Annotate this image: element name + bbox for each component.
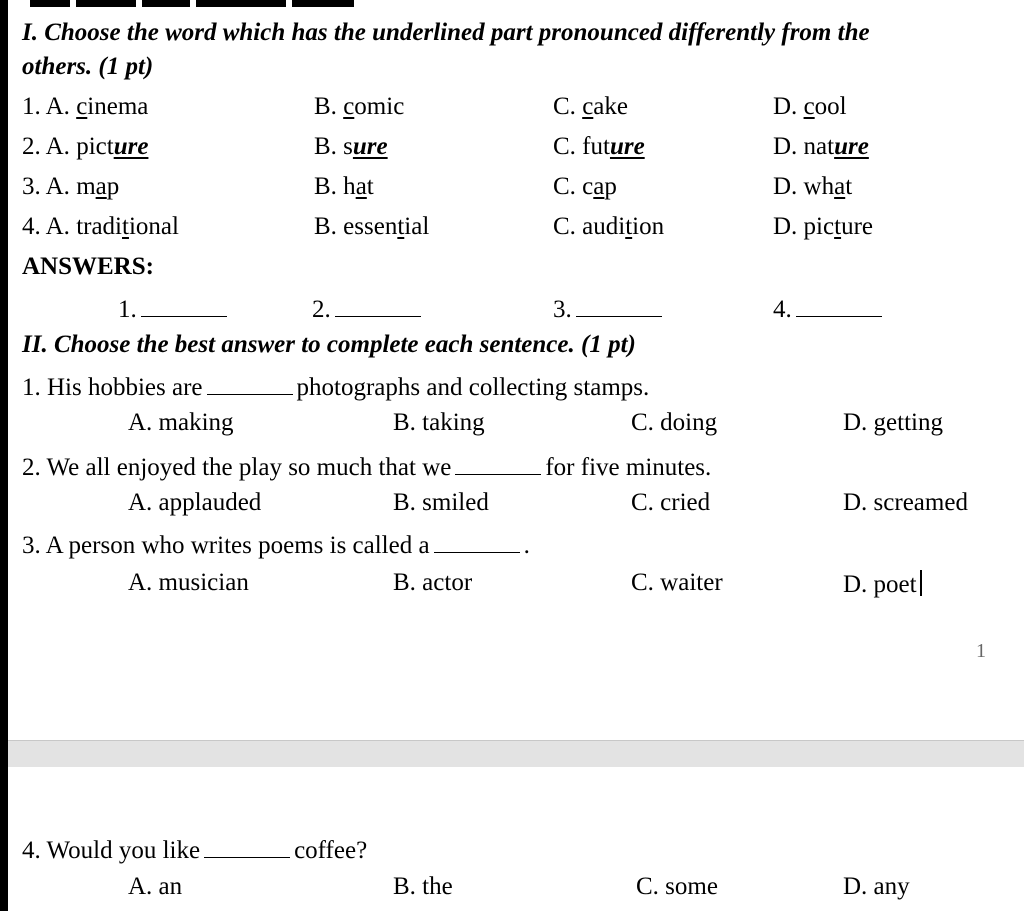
- answer-slot-2: [312, 294, 425, 322]
- sentence-part: photographs and collecting stamps.: [296, 374, 650, 401]
- document-page-2: [8, 767, 1024, 911]
- answer-blank[interactable]: [796, 294, 882, 317]
- sentence-blank[interactable]: [434, 530, 520, 553]
- section1-title-line1: I. Choose the word which has the underlined part pronounced differently from the: [22, 19, 870, 46]
- s2-q4-option-b[interactable]: B. the: [393, 873, 453, 900]
- part: C. audi: [553, 213, 626, 240]
- s2-q2-option-c[interactable]: C. cried: [631, 489, 711, 516]
- answer-slot-label: 4.: [773, 296, 792, 323]
- sentence-part: 2. We all enjoyed the play so much that we: [22, 454, 452, 481]
- underlined-part: t: [122, 213, 129, 240]
- s2-q1-option-c[interactable]: C. doing: [631, 409, 718, 436]
- s2-q2-option-b[interactable]: B. smiled: [393, 489, 489, 516]
- s1-q2-number: 2. A.: [22, 133, 77, 160]
- sentence-part: 4. Would you like: [22, 837, 201, 864]
- s1-q3-option-b: [314, 174, 374, 199]
- underlined-part: t: [397, 213, 405, 240]
- s1-q1-option-a: [22, 94, 148, 119]
- text-cursor: [920, 570, 922, 596]
- answer-slot-label: 2.: [312, 296, 331, 323]
- s1-q2-option-c: [553, 134, 645, 159]
- document-page-1: [8, 0, 1024, 740]
- answer-slot-label: 3.: [553, 296, 572, 323]
- answer-slot-1: [118, 294, 231, 322]
- option-text: D. poet: [843, 571, 917, 598]
- part: B. h: [314, 173, 356, 200]
- underlined-part: a: [355, 173, 367, 200]
- underlined-part: t: [834, 213, 842, 240]
- sentence-part: 1. His hobbies are: [22, 374, 203, 401]
- sentence-part: .: [523, 532, 530, 559]
- underlined-part: a: [593, 173, 605, 200]
- part: B. s: [314, 133, 353, 160]
- answer-slot-4: [773, 294, 886, 322]
- part: C.: [553, 93, 583, 120]
- part: p: [604, 173, 617, 200]
- s2-q3-option-a[interactable]: A. musician: [128, 569, 249, 596]
- page-break-gap: [8, 740, 1024, 768]
- underlined-part: ure: [609, 133, 645, 160]
- sentence-blank[interactable]: [204, 835, 290, 858]
- answer-blank[interactable]: [576, 294, 662, 317]
- part: ool: [814, 93, 847, 120]
- s1-q4-option-d: [773, 214, 873, 239]
- s1-q1-number: 1. A.: [22, 93, 77, 120]
- underlined-part: c: [343, 93, 355, 120]
- part: ake: [593, 93, 628, 120]
- s1-q3-number: 3. A.: [22, 173, 77, 200]
- part: B. essen: [314, 213, 398, 240]
- s2-q1-option-d[interactable]: D. getting: [843, 409, 943, 436]
- section2-title: II. Choose the best answer to complete each sentence. (1 pt): [22, 331, 636, 358]
- underlined-part: ure: [113, 133, 149, 160]
- part: B.: [314, 93, 344, 120]
- underlined-part: c: [76, 93, 88, 120]
- page-number: 1: [976, 640, 986, 662]
- s1-q1-option-c: [553, 94, 628, 119]
- part: inema: [87, 93, 149, 120]
- s1-q1-option-b: [314, 94, 404, 119]
- cut-off-heading: [30, 0, 360, 4]
- part: t: [366, 173, 374, 200]
- part: D.: [773, 93, 804, 120]
- s1-q1-option-d: [773, 94, 847, 119]
- part: t: [845, 173, 853, 200]
- underlined-part: t: [625, 213, 633, 240]
- part: ional: [128, 213, 179, 240]
- part: ure: [841, 213, 873, 240]
- s1-q4-number: 4. A.: [22, 213, 77, 240]
- s2-q2-sentence: [22, 452, 711, 480]
- s1-q2-option-b: [314, 134, 388, 159]
- sentence-blank[interactable]: [455, 452, 541, 475]
- answers-label: ANSWERS:: [22, 253, 154, 280]
- s2-q4-sentence: [22, 835, 367, 863]
- s1-q3-option-d: [773, 174, 852, 199]
- s1-q2-option-d: [773, 134, 869, 159]
- s2-q4-option-c[interactable]: C. some: [636, 873, 718, 900]
- s2-q2-option-d[interactable]: D. screamed: [843, 489, 968, 516]
- underlined-part: a: [834, 173, 846, 200]
- part: ion: [632, 213, 665, 240]
- s2-q3-option-b[interactable]: B. actor: [393, 569, 473, 596]
- part: D. wh: [773, 173, 835, 200]
- answer-blank[interactable]: [141, 294, 227, 317]
- s1-q2-option-a: [22, 134, 148, 159]
- part: D. pic: [773, 213, 835, 240]
- s1-q3-option-a: [22, 174, 119, 199]
- part: tradi: [76, 213, 123, 240]
- s2-q4-option-a[interactable]: A. an: [128, 873, 183, 900]
- s1-q4-option-a: [22, 214, 179, 239]
- sentence-blank[interactable]: [207, 372, 293, 395]
- s1-q4-option-b: [314, 214, 429, 239]
- sentence-part: 3. A person who writes poems is called a: [22, 532, 430, 559]
- sentence-part: for five minutes.: [545, 454, 712, 481]
- s2-q1-sentence: [22, 372, 649, 400]
- s1-q4-option-c: [553, 214, 664, 239]
- part: C. c: [553, 173, 594, 200]
- part: pict: [76, 133, 114, 160]
- answer-slot-label: 1.: [118, 296, 137, 323]
- underlined-part: c: [582, 93, 594, 120]
- part: omic: [354, 93, 405, 120]
- underlined-part: ure: [352, 133, 388, 160]
- s2-q4-option-d[interactable]: D. any: [843, 873, 910, 900]
- s2-q2-option-a[interactable]: A. applauded: [128, 489, 262, 516]
- underlined-part: c: [803, 93, 815, 120]
- part: D. nat: [773, 133, 835, 160]
- s2-q3-sentence: [22, 530, 530, 558]
- s2-q3-option-d[interactable]: [843, 570, 922, 597]
- s2-q3-option-c[interactable]: C. waiter: [631, 569, 723, 596]
- answer-slot-3: [553, 294, 666, 322]
- underlined-part: ure: [834, 133, 869, 160]
- s1-q3-option-c: [553, 174, 617, 199]
- part: p: [106, 173, 120, 200]
- sentence-part: coffee?: [294, 837, 368, 864]
- underlined-part: a: [95, 173, 107, 200]
- section1-title-line2: others. (1 pt): [22, 53, 154, 80]
- part: C. fut: [553, 133, 610, 160]
- part: ial: [404, 213, 430, 240]
- answer-blank[interactable]: [335, 294, 421, 317]
- part: m: [76, 173, 96, 200]
- s2-q1-option-b[interactable]: B. taking: [393, 409, 485, 436]
- s2-q1-option-a[interactable]: A. making: [128, 409, 234, 436]
